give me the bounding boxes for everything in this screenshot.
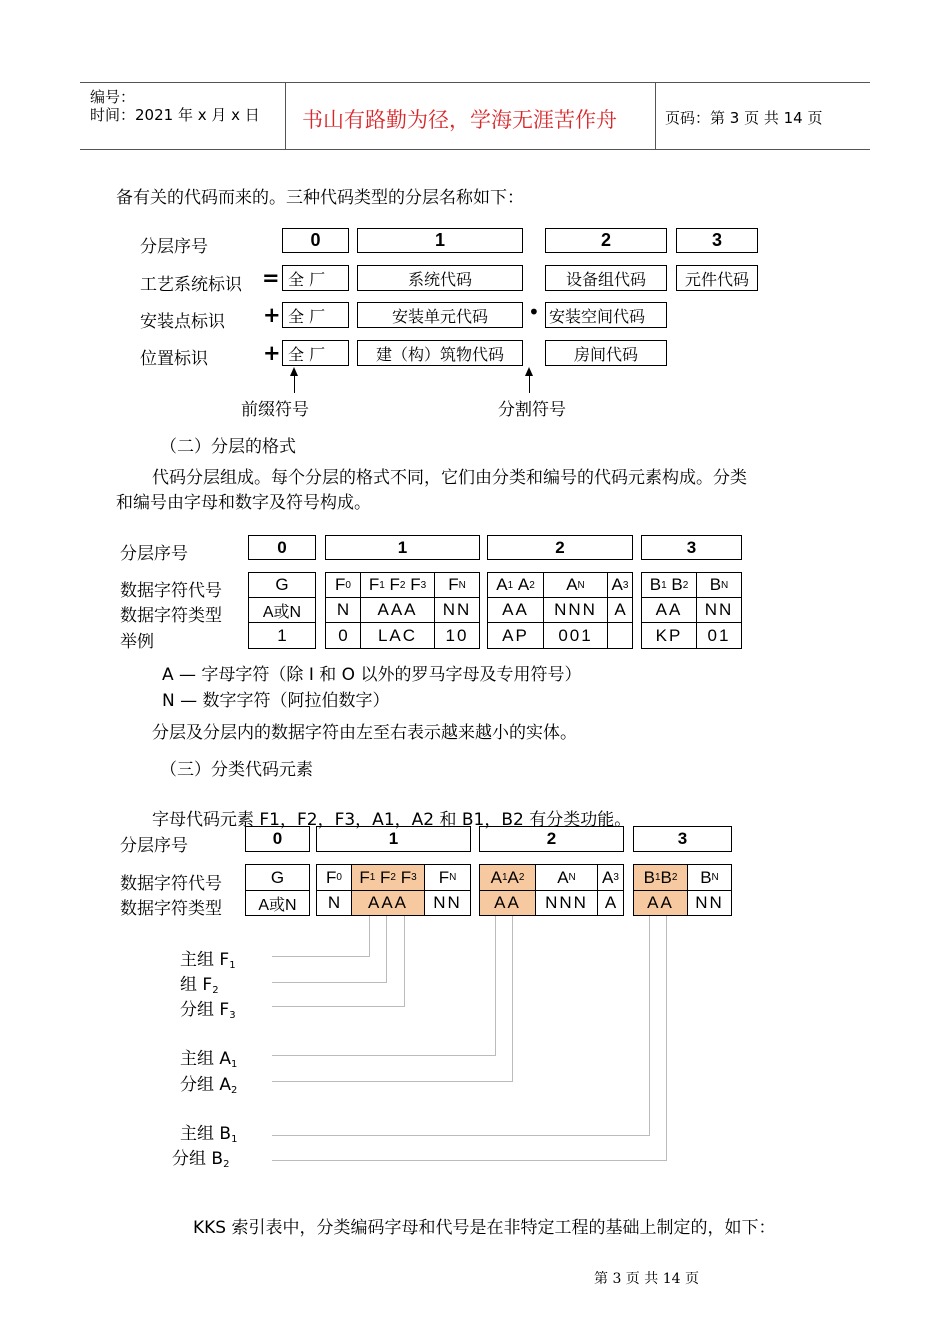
t2-code-B12: B 1 B 2 xyxy=(633,864,688,891)
conn-a1-v xyxy=(495,916,496,1055)
t1-type-3: NN xyxy=(434,597,480,623)
t1-type-7: AA xyxy=(641,597,697,623)
prefix-arrow-line xyxy=(294,375,295,393)
t1-code-BN: B N xyxy=(696,572,742,598)
section2-para-line1: 代码分层组成。每个分层的格式不同，它们由分类和编号的代码元素构成。分类 xyxy=(152,468,747,488)
t1-type-6: A xyxy=(607,597,633,623)
conn-b2-v xyxy=(666,916,667,1160)
t2-type-3: NN xyxy=(424,890,471,916)
anno-a2: 分组 $A_2$ xyxy=(180,1075,238,1096)
t2-code-BN: B N xyxy=(687,864,732,891)
prefix-label: 前缀符号 xyxy=(241,400,309,420)
conn-f1-h xyxy=(272,956,370,957)
d1-r3-room: 房间代码 xyxy=(545,340,667,366)
section2-title: （二）分层的格式 xyxy=(160,437,296,457)
conn-f3-h xyxy=(272,1006,405,1007)
t2-layer-3: 3 xyxy=(633,826,732,852)
anno-b2: 分组 $B_2$ xyxy=(172,1149,230,1170)
t1-ex-3: 10 xyxy=(434,622,480,649)
separator-arrow-line xyxy=(529,375,530,393)
section2-para-line2: 和编号由字母和数字及符号构成。 xyxy=(116,493,371,513)
conn-f2-v xyxy=(386,916,387,982)
d1-r3-building: 建（构）筑物代码 xyxy=(357,340,523,366)
t2-code-AN: A N xyxy=(535,864,598,891)
t1-label-code: 数据字符代号 xyxy=(120,581,222,601)
diagram1-label-install: 安装点标识 xyxy=(140,312,225,332)
t1-layer-3: 3 xyxy=(641,535,742,560)
header-divider-left xyxy=(285,82,286,149)
closing-line: KKS 索引表中，分类编码字母和代号是在非特定工程的基础上制定的，如下： xyxy=(193,1218,776,1238)
d1-r2-unit: 安装单元代码 xyxy=(357,302,523,328)
t2-type-7: AA xyxy=(633,890,688,916)
op-equals: = xyxy=(262,266,280,290)
conn-a2-h xyxy=(272,1081,513,1082)
section3-para: 字母代码元素 F1，F2，F3，A1，A2 和 B1，B2 有分类功能。 xyxy=(152,810,632,830)
t2-label-code: 数据字符代号 xyxy=(120,874,222,894)
t2-label-type: 数据字符类型 xyxy=(120,899,222,919)
t1-type-5: NNN xyxy=(543,597,608,623)
op-plus-2: + xyxy=(263,341,281,365)
t2-layer-0: 0 xyxy=(245,826,310,852)
t2-type-1: N xyxy=(316,890,352,916)
d1-r2-plant: 全 厂 xyxy=(282,302,349,328)
t2-code-F0: F 0 xyxy=(316,864,352,891)
header-top-rule xyxy=(80,82,870,83)
t2-layer-2: 2 xyxy=(479,826,624,852)
d1-r1-component: 元件代码 xyxy=(676,265,758,291)
t1-layer-2: 2 xyxy=(487,535,633,560)
t1-ex-8: 01 xyxy=(696,622,742,649)
legend-a: A — 字母字符（除 I 和 O 以外的罗马字母及专用符号） xyxy=(162,665,582,685)
t1-code-F123: F 1 F 2 F 3 xyxy=(360,572,435,598)
t1-code-AN: A N xyxy=(543,572,608,598)
legend-note: 分层及分层内的数据字符由左至右表示越来越小的实体。 xyxy=(152,723,577,743)
t2-type-2: AAA xyxy=(351,890,425,916)
conn-f3-v xyxy=(404,916,405,1006)
header-divider-right xyxy=(655,82,656,149)
d1-r2-space: 安装空间代码 xyxy=(545,302,667,328)
anno-b1: 主组 $B_1$ xyxy=(180,1124,238,1145)
d1-layer-2: 2 xyxy=(545,228,667,253)
t1-type-1: N xyxy=(325,597,361,623)
t1-code-G: G xyxy=(248,572,316,598)
conn-a2-v xyxy=(512,916,513,1081)
header-motto: 书山有路勤为径，学海无涯苦作舟 xyxy=(302,108,617,132)
t2-code-G: G xyxy=(245,864,310,891)
d1-r3-plant: 全 厂 xyxy=(282,340,349,366)
t2-layer-1: 1 xyxy=(316,826,471,852)
t2-type-0: A或N xyxy=(245,890,310,916)
t1-label-example: 举例 xyxy=(120,632,154,652)
t1-ex-0: 1 xyxy=(248,622,316,649)
anno-f1: 主组 $F_1$ xyxy=(180,950,236,971)
t1-label-type: 数据字符类型 xyxy=(120,606,222,626)
t2-code-F123: F 1 F 2 F 3 xyxy=(351,864,425,891)
conn-b2-h xyxy=(272,1160,667,1161)
separator-label: 分割符号 xyxy=(498,400,566,420)
t1-code-F0: F 0 xyxy=(325,572,361,598)
d1-layer-3: 3 xyxy=(676,228,758,253)
conn-f2-h xyxy=(272,982,387,983)
t1-ex-6 xyxy=(607,622,633,649)
t1-type-8: NN xyxy=(696,597,742,623)
anno-f3: 分组 $F_3$ xyxy=(180,1000,236,1021)
header-time: 时间：2021 年 x 月 x 日 xyxy=(90,106,260,124)
t1-code-FN: F N xyxy=(434,572,480,598)
t2-type-4: AA xyxy=(479,890,536,916)
conn-b1-v xyxy=(649,916,650,1135)
t1-layer-1: 1 xyxy=(325,535,480,560)
t1-type-2: AAA xyxy=(360,597,435,623)
intro-line: 备有关的代码而来的。三种代码类型的分层名称如下： xyxy=(116,188,524,208)
t1-label-layer: 分层序号 xyxy=(120,544,188,564)
op-plus-1: + xyxy=(263,303,281,327)
t2-label-layer: 分层序号 xyxy=(120,836,188,856)
anno-a1: 主组 $A_1$ xyxy=(180,1049,238,1070)
t2-type-8: NN xyxy=(687,890,732,916)
header-number: 编号： xyxy=(90,88,136,106)
t2-code-A3: A 3 xyxy=(597,864,624,891)
d1-layer-0: 0 xyxy=(282,228,349,253)
t1-ex-4: AP xyxy=(487,622,544,649)
diagram1-label-location: 位置标识 xyxy=(140,349,208,369)
t1-layer-0: 0 xyxy=(248,535,316,560)
t2-code-A12: A 1 A 2 xyxy=(479,864,536,891)
d1-dot: • xyxy=(528,300,540,324)
diagram1-label-layer: 分层序号 xyxy=(140,237,208,257)
header-page: 页码：第 3 页 共 14 页 xyxy=(665,109,823,127)
legend-n: N — 数字字符（阿拉伯数字） xyxy=(162,691,390,711)
diagram1-label-process: 工艺系统标识 xyxy=(140,275,242,295)
t1-code-A12: A 1 A 2 xyxy=(487,572,544,598)
footer-page: 第 3 页 共 14 页 xyxy=(594,1271,699,1287)
conn-f1-v xyxy=(369,916,370,956)
t1-ex-5: 001 xyxy=(543,622,608,649)
t1-code-B12: B 1 B 2 xyxy=(641,572,697,598)
header-bottom-rule xyxy=(80,149,870,150)
t1-ex-2: LAC xyxy=(360,622,435,649)
anno-f2: 组 $F_2$ xyxy=(180,975,219,996)
d1-layer-1: 1 xyxy=(357,228,523,253)
t1-type-0: A或N xyxy=(248,597,316,623)
section3-title: （三）分类代码元素 xyxy=(160,760,313,780)
t2-code-FN: F N xyxy=(424,864,471,891)
conn-b1-h xyxy=(272,1135,650,1136)
t2-type-6: A xyxy=(597,890,624,916)
d1-r1-equipgroup: 设备组代码 xyxy=(545,265,667,291)
t2-type-5: NNN xyxy=(535,890,598,916)
d1-r1-plant: 全 厂 xyxy=(282,265,349,291)
conn-a1-h xyxy=(272,1055,496,1056)
d1-r1-system: 系统代码 xyxy=(357,265,523,291)
t1-type-4: AA xyxy=(487,597,544,623)
t1-code-A3: A 3 xyxy=(607,572,633,598)
t1-ex-7: KP xyxy=(641,622,697,649)
t1-ex-1: 0 xyxy=(325,622,361,649)
